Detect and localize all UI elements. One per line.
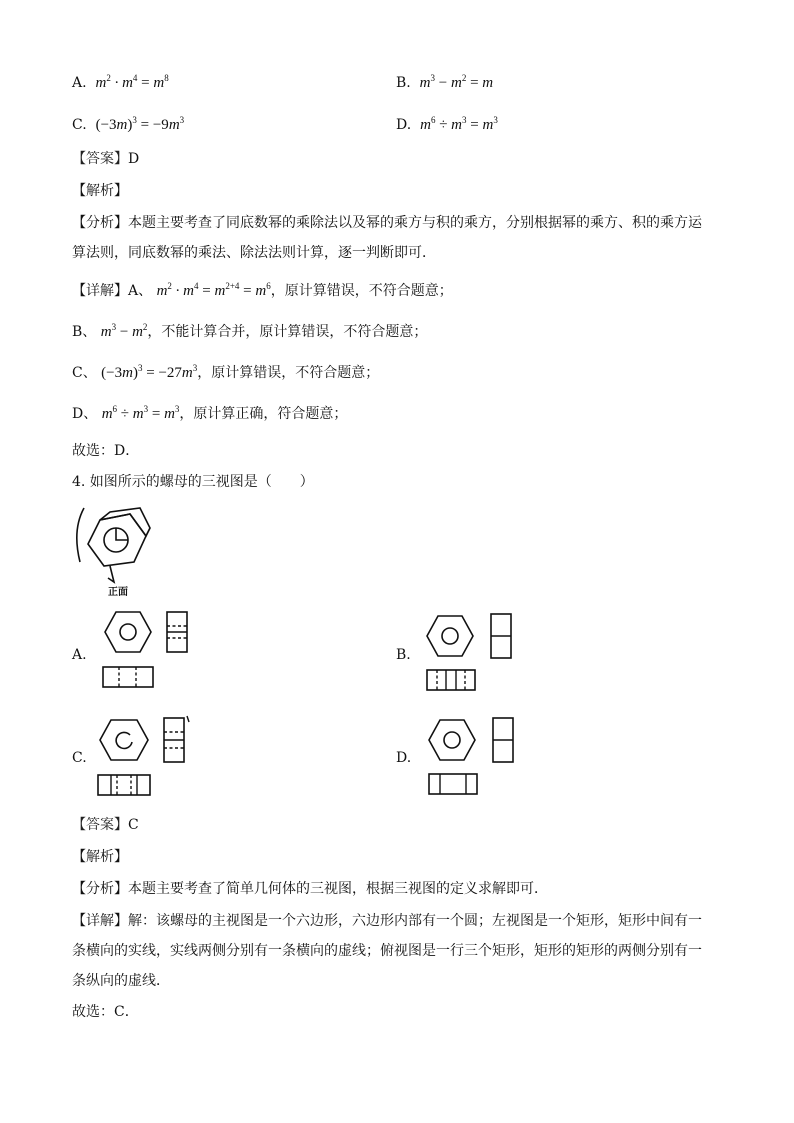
q3-analysis-tag: 【解析】	[72, 183, 128, 199]
detail-a-prefix: A、	[128, 283, 153, 299]
q3-detail-a	[72, 281, 453, 301]
detail-a-formula: $m^2 \cdot m^4 = m^{2+4} = m^6$	[156, 281, 271, 299]
answer-value: D	[128, 151, 140, 167]
q3-fenxi	[72, 208, 712, 268]
q4-stem: 4. 如图所示的螺母的三视图是（ ）	[72, 474, 314, 490]
detail-c-formula: $(-3m)^3 = -27m^3$	[101, 363, 198, 381]
q4-answer	[72, 815, 139, 835]
q4-option-c-letter: C.	[72, 750, 87, 766]
option-b	[396, 73, 493, 93]
detail-a-suffix: ，原计算错误，不符合题意；	[270, 283, 453, 299]
q4-option-a-letter: A.	[72, 647, 87, 663]
detail-d-formula: $m^6 \div m^3 = m^3$	[101, 404, 180, 422]
q3-answer	[72, 149, 139, 169]
fenxi-text: 本题主要考查了简单几何体的三视图，根据三视图的定义求解即可．	[128, 881, 548, 897]
answer-tag: 【答案】	[72, 817, 128, 833]
q3-detail-d	[72, 404, 347, 424]
q3-choice: 故选：D．	[72, 443, 140, 459]
fenxi-text: 本题主要考查了同底数幂的乘除法以及幂的乘方与积的乘方，分别根据幂的乘方、积的乘方运算法则，同底数幂的乘法、除法法则计算，逐一判断即可．	[72, 215, 702, 261]
q4-option-c-views	[95, 712, 195, 800]
q4-option-b-views	[422, 608, 517, 692]
option-letter: B.	[396, 75, 411, 91]
detail-c-prefix: C、	[72, 365, 97, 381]
detail-c-suffix: ，原计算错误，不符合题意；	[197, 365, 380, 381]
option-a-formula: $m^2 \cdot m^4 = m^8$	[95, 73, 169, 91]
option-letter: C.	[72, 117, 87, 133]
fenxi-tag: 【分析】	[72, 881, 128, 897]
option-letter: D.	[396, 117, 412, 133]
q3-detail-c	[72, 363, 379, 383]
q4-fenxi	[72, 879, 548, 899]
detail-d-suffix: ，原计算正确，符合题意；	[179, 406, 348, 422]
option-d	[396, 115, 498, 135]
q4-detail	[72, 906, 712, 996]
option-c-formula: $(-3m)^3 = -9m^3$	[95, 115, 185, 133]
answer-tag: 【答案】	[72, 151, 128, 167]
answer-value: C	[128, 817, 139, 833]
detail-d-prefix: D、	[72, 406, 98, 422]
fenxi-tag: 【分析】	[72, 215, 128, 231]
detail-text: 解：该螺母的主视图是一个六边形，六边形内部有一个圆；左视图是一个矩形，矩形中间有一条横向的实线，实线两侧分别有一条横向的虚线；俯视图是一行三个矩形，矩形的矩形的两侧分别有一条纵向的虚线．	[72, 913, 702, 989]
option-b-formula: $m^3 - m^2 = m$	[419, 73, 494, 91]
front-label: 正面	[108, 587, 128, 598]
detail-b-suffix: ，不能计算合并，原计算错误，不符合题意；	[147, 324, 428, 340]
q4-option-d-views	[424, 712, 519, 800]
option-a	[72, 73, 169, 93]
detail-tag: 【详解】	[72, 283, 128, 299]
detail-b-prefix: B、	[72, 324, 97, 340]
option-d-formula: $m^6 \div m^3 = m^3$	[420, 115, 498, 133]
q4-choice: 故选：C．	[72, 1004, 139, 1020]
q4-analysis-tag: 【解析】	[72, 849, 128, 865]
detail-tag: 【详解】	[72, 913, 128, 929]
q3-detail-b	[72, 322, 427, 342]
option-c	[72, 115, 184, 135]
q4-option-a-views	[100, 608, 195, 692]
q4-option-b-letter: B.	[396, 647, 411, 663]
option-letter: A.	[72, 75, 87, 91]
detail-b-formula: $m^3 - m^2$	[100, 322, 148, 340]
q4-option-d-letter: D.	[396, 750, 412, 766]
